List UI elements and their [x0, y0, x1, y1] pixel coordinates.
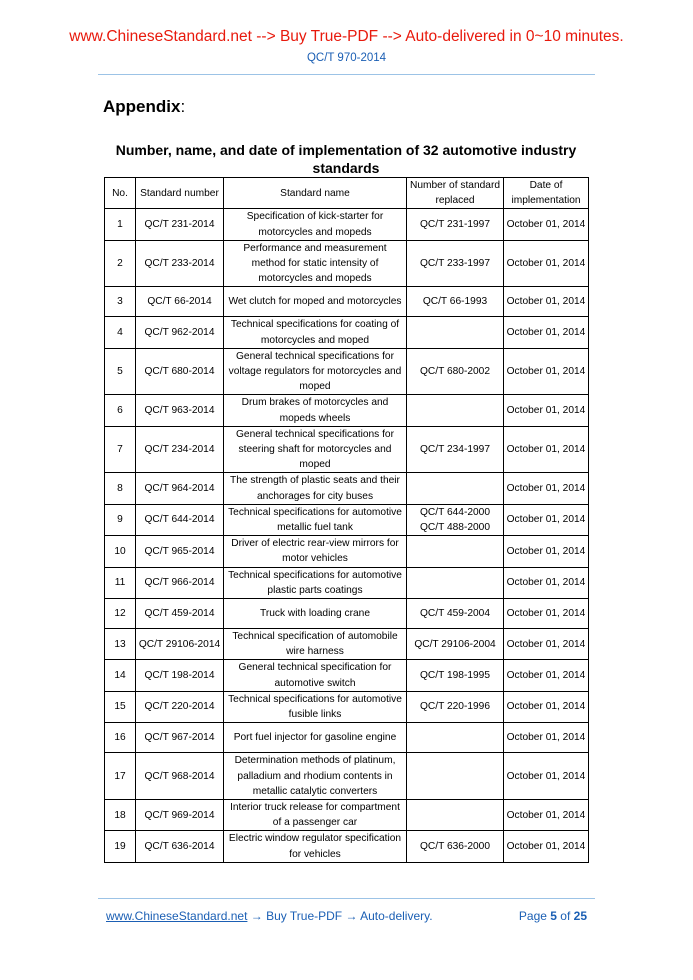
- page-prefix: Page: [518, 909, 551, 923]
- cell-no: 5: [105, 348, 136, 395]
- cell-no: 19: [105, 831, 136, 862]
- cell-no: 7: [105, 426, 136, 473]
- table-row: [105, 691, 589, 722]
- cell-standard-number: QC/T 233-2014: [136, 240, 224, 287]
- cell-standard-replaced: [407, 799, 504, 830]
- page-current: 5: [550, 909, 557, 923]
- cell-no: 13: [105, 629, 136, 660]
- footer-left: [106, 909, 433, 923]
- cell-standard-number: QC/T 969-2014: [136, 799, 224, 830]
- cell-no: 11: [105, 567, 136, 598]
- table-row: [105, 567, 589, 598]
- cell-standard-number: QC/T 220-2014: [136, 691, 224, 722]
- cell-standard-name: Specification of kick-starter for motorcycles and mopeds: [224, 209, 407, 240]
- cell-standard-replaced: [407, 473, 504, 504]
- page-of: of: [556, 909, 574, 923]
- cell-standard-replaced: [407, 395, 504, 426]
- cell-date: October 01, 2014: [504, 567, 589, 598]
- cell-standard-name: Technical specifications for automotive plastic parts coatings: [224, 567, 407, 598]
- cell-standard-name: Wet clutch for moped and motorcycles: [224, 287, 407, 317]
- cell-no: 15: [105, 691, 136, 722]
- header-standard-name: Standard name: [224, 178, 407, 209]
- cell-date: October 01, 2014: [504, 599, 589, 629]
- cell-date: October 01, 2014: [504, 348, 589, 395]
- cell-standard-name: Determination methods of platinum, palladium and rhodium contents in metallic catalytic converters: [224, 753, 407, 800]
- table-row: [105, 629, 589, 660]
- cell-standard-replaced: QC/T 459-2004: [407, 599, 504, 629]
- cell-no: 8: [105, 473, 136, 504]
- cell-standard-name: Interior truck release for compartment of a passenger car: [224, 799, 407, 830]
- cell-standard-replaced: QC/T 680-2002: [407, 348, 504, 395]
- cell-standard-number: QC/T 29106-2014: [136, 629, 224, 660]
- header-standard-replaced: Number of standard replaced: [407, 178, 504, 209]
- table-row: [105, 536, 589, 567]
- cell-date: October 01, 2014: [504, 473, 589, 504]
- cell-date: October 01, 2014: [504, 317, 589, 348]
- cell-date: October 01, 2014: [504, 209, 589, 240]
- page-indicator: [519, 909, 587, 923]
- table-row: [105, 660, 589, 691]
- table-row: [105, 799, 589, 830]
- header-standard-number: Standard number: [136, 178, 224, 209]
- cell-standard-replaced: QC/T 233-1997: [407, 240, 504, 287]
- cell-standard-number: QC/T 967-2014: [136, 723, 224, 753]
- appendix-label: Appendix: [103, 97, 181, 116]
- cell-standard-replaced: QC/T 644-2000 QC/T 488-2000: [407, 504, 504, 535]
- footer-tagline: → Buy True-PDF → Auto-delivery.: [247, 909, 433, 923]
- cell-standard-replaced: [407, 317, 504, 348]
- header-no: No.: [105, 178, 136, 209]
- appendix-colon: :: [180, 97, 186, 116]
- cell-standard-name: Technical specification of automobile wire harness: [224, 629, 407, 660]
- cell-standard-name: Performance and measurement method for static intensity of motorcycles and mopeds: [224, 240, 407, 287]
- cell-date: October 01, 2014: [504, 799, 589, 830]
- cell-standard-number: QC/T 636-2014: [136, 831, 224, 862]
- cell-date: October 01, 2014: [504, 395, 589, 426]
- cell-date: October 01, 2014: [504, 504, 589, 535]
- cell-date: October 01, 2014: [504, 723, 589, 753]
- cell-standard-number: QC/T 962-2014: [136, 317, 224, 348]
- cell-date: October 01, 2014: [504, 240, 589, 287]
- table-row: [105, 287, 589, 317]
- cell-no: 3: [105, 287, 136, 317]
- appendix-heading: [103, 97, 185, 117]
- cell-standard-replaced: QC/T 231-1997: [407, 209, 504, 240]
- cell-standard-name: General technical specification for automotive switch: [224, 660, 407, 691]
- cell-date: October 01, 2014: [504, 287, 589, 317]
- cell-standard-number: QC/T 965-2014: [136, 536, 224, 567]
- cell-standard-name: Technical specifications for coating of motorcycles and moped: [224, 317, 407, 348]
- cell-date: October 01, 2014: [504, 629, 589, 660]
- cell-no: 17: [105, 753, 136, 800]
- cell-standard-name: Technical specifications for automotive fusible links: [224, 691, 407, 722]
- table-row: [105, 753, 589, 800]
- cell-standard-number: QC/T 644-2014: [136, 504, 224, 535]
- cell-standard-replaced: [407, 567, 504, 598]
- cell-no: 6: [105, 395, 136, 426]
- cell-no: 18: [105, 799, 136, 830]
- cell-no: 2: [105, 240, 136, 287]
- table-title: Number, name, and date of implementation of 32 automotive industry standards: [115, 142, 577, 176]
- cell-standard-name: General technical specifications for voltage regulators for motorcycles and moped: [224, 348, 407, 395]
- cell-standard-number: QC/T 234-2014: [136, 426, 224, 473]
- page-total: 25: [573, 909, 587, 923]
- cell-standard-name: Drum brakes of motorcycles and mopeds wheels: [224, 395, 407, 426]
- table-header-row: [105, 178, 589, 209]
- cell-no: 16: [105, 723, 136, 753]
- cell-standard-number: QC/T 964-2014: [136, 473, 224, 504]
- standards-table: [104, 177, 589, 863]
- header-divider: [98, 74, 595, 75]
- cell-standard-replaced: QC/T 198-1995: [407, 660, 504, 691]
- cell-standard-replaced: QC/T 234-1997: [407, 426, 504, 473]
- cell-date: October 01, 2014: [504, 831, 589, 862]
- table-row: [105, 209, 589, 240]
- cell-standard-name: The strength of plastic seats and their anchorages for city buses: [224, 473, 407, 504]
- cell-date: October 01, 2014: [504, 660, 589, 691]
- footer-site-link[interactable]: www.ChineseStandard.net: [106, 909, 248, 923]
- cell-standard-name: Truck with loading crane: [224, 599, 407, 629]
- table-row: [105, 348, 589, 395]
- cell-no: 14: [105, 660, 136, 691]
- cell-standard-number: QC/T 198-2014: [136, 660, 224, 691]
- cell-date: October 01, 2014: [504, 426, 589, 473]
- cell-date: October 01, 2014: [504, 753, 589, 800]
- table-row: [105, 599, 589, 629]
- cell-standard-number: QC/T 66-2014: [136, 287, 224, 317]
- cell-standard-number: QC/T 963-2014: [136, 395, 224, 426]
- footer-divider: [98, 898, 595, 899]
- cell-no: 9: [105, 504, 136, 535]
- cell-standard-replaced: QC/T 66-1993: [407, 287, 504, 317]
- cell-standard-replaced: [407, 723, 504, 753]
- cell-no: 10: [105, 536, 136, 567]
- table-row: [105, 317, 589, 348]
- table-row: [105, 473, 589, 504]
- table-row: [105, 504, 589, 535]
- cell-standard-replaced: [407, 753, 504, 800]
- cell-no: 4: [105, 317, 136, 348]
- cell-standard-replaced: QC/T 220-1996: [407, 691, 504, 722]
- cell-standard-name: Electric window regulator specification for vehicles: [224, 831, 407, 862]
- header-date-of-implementation: Date of implementation: [504, 178, 589, 209]
- table-row: [105, 723, 589, 753]
- cell-no: 1: [105, 209, 136, 240]
- cell-standard-replaced: QC/T 636-2000: [407, 831, 504, 862]
- table-row: [105, 426, 589, 473]
- table-row: [105, 395, 589, 426]
- cell-standard-number: QC/T 231-2014: [136, 209, 224, 240]
- cell-standard-number: QC/T 459-2014: [136, 599, 224, 629]
- document-number: QC/T 970-2014: [306, 52, 387, 64]
- table-row: [105, 831, 589, 862]
- table-row: [105, 240, 589, 287]
- cell-standard-name: Port fuel injector for gasoline engine: [224, 723, 407, 753]
- top-banner[interactable]: www.ChineseStandard.net --> Buy True-PDF --> Auto-delivered in 0~10 minutes.: [69, 28, 624, 45]
- cell-standard-name: Technical specifications for automotive metallic fuel tank: [224, 504, 407, 535]
- cell-standard-name: General technical specifications for steering shaft for motorcycles and moped: [224, 426, 407, 473]
- cell-date: October 01, 2014: [504, 691, 589, 722]
- cell-date: October 01, 2014: [504, 536, 589, 567]
- cell-standard-number: QC/T 680-2014: [136, 348, 224, 395]
- cell-no: 12: [105, 599, 136, 629]
- cell-standard-replaced: QC/T 29106-2004: [407, 629, 504, 660]
- cell-standard-number: QC/T 966-2014: [136, 567, 224, 598]
- cell-standard-replaced: [407, 536, 504, 567]
- cell-standard-name: Driver of electric rear-view mirrors for motor vehicles: [224, 536, 407, 567]
- cell-standard-number: QC/T 968-2014: [136, 753, 224, 800]
